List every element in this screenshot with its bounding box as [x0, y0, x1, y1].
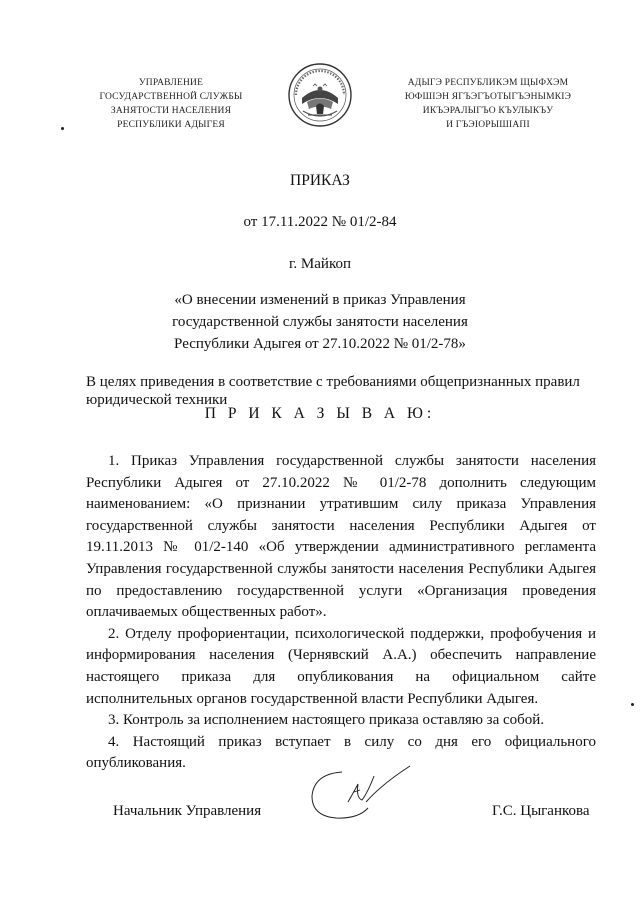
subject-line: «О внесении изменений в приказ Управления — [174, 292, 466, 308]
header-right-line: И ГЪЭІОРЫШІАПІ — [446, 120, 530, 130]
subject-line: Республики Адыгея от 27.10.2022 № 01/2-78» — [174, 336, 466, 352]
header-left-line: РЕСПУБЛИКИ АДЫГЕЯ — [117, 120, 225, 130]
scan-speck — [631, 703, 634, 706]
signatory-role: Начальник Управления — [113, 803, 262, 819]
header-right-org-name — [400, 76, 576, 132]
order-items — [86, 451, 596, 775]
header-left-line: УПРАВЛЕНИЕ — [138, 78, 204, 88]
scan-speck — [61, 127, 64, 130]
order-item: 3. Контроль за исполнением настоящего приказа оставляю за собой. — [108, 712, 545, 729]
header-right-line: ЮФШІЭН ЯГЪЭГЪОТЫГЪЭНЫМКІЭ — [404, 92, 572, 102]
document-date-number: от 17.11.2022 № 01/2-84 — [243, 214, 397, 230]
header-left-line: ЗАНЯТОСТИ НАСЕЛЕНИЯ — [110, 106, 232, 116]
order-word: П Р И К А З Ы В А Ю: — [204, 405, 436, 422]
handwritten-signature-icon — [302, 762, 422, 824]
order-item: 1. Приказ Управления государственной службы занятости населения Республики Адыгея от 27.10.2022 № 01/2-78 дополнить следующим наименованием: «О признании утратившим силу приказа Управления государственной службы занятости населения Республики Адыгея от 19.11.2013 № 01/2-140 «Об утверждении административного регламента Управления государственной службы занятости населения Республики Адыгея по предоставлению государственной услуги «Организация проведения оплачиваемых общественных работ». — [86, 453, 596, 621]
order-item: 4. Настоящий приказ вступает в силу со дня его официального опубликования. — [86, 733, 596, 772]
order-item: 2. Отделу профориентации, психологической поддержки, профобучения и информирования населения (Чернявский А.А.) обеспечить направление настоящего приказа для опубликования на официальном сайте исполнительных органов государственной власти Республики Адыгея. — [86, 625, 596, 707]
document-subject — [100, 289, 540, 355]
header-right-line: АДЫГЭ РЕСПУБЛИКЭМ ЩЫФХЭМ — [407, 78, 569, 88]
document-title: ПРИКАЗ — [290, 172, 350, 189]
document-city: г. Майкоп — [288, 256, 352, 272]
header-left-org-name — [86, 76, 256, 132]
coat-of-arms-adygea-icon — [287, 62, 353, 128]
subject-line: государственной службы занятости населения — [172, 314, 468, 330]
header-right-line: ИКЪЭРАЛЫГЪО КЪУЛЫКЪУ — [422, 106, 554, 116]
signatory-name: Г.С. Цыганкова — [492, 803, 590, 819]
header-left-line: ГОСУДАРСТВЕННОЙ СЛУЖБЫ — [99, 92, 243, 102]
document-preamble: В целях приведения в соответствие с требованиями общепризнанных правил юридической техники — [86, 374, 580, 408]
